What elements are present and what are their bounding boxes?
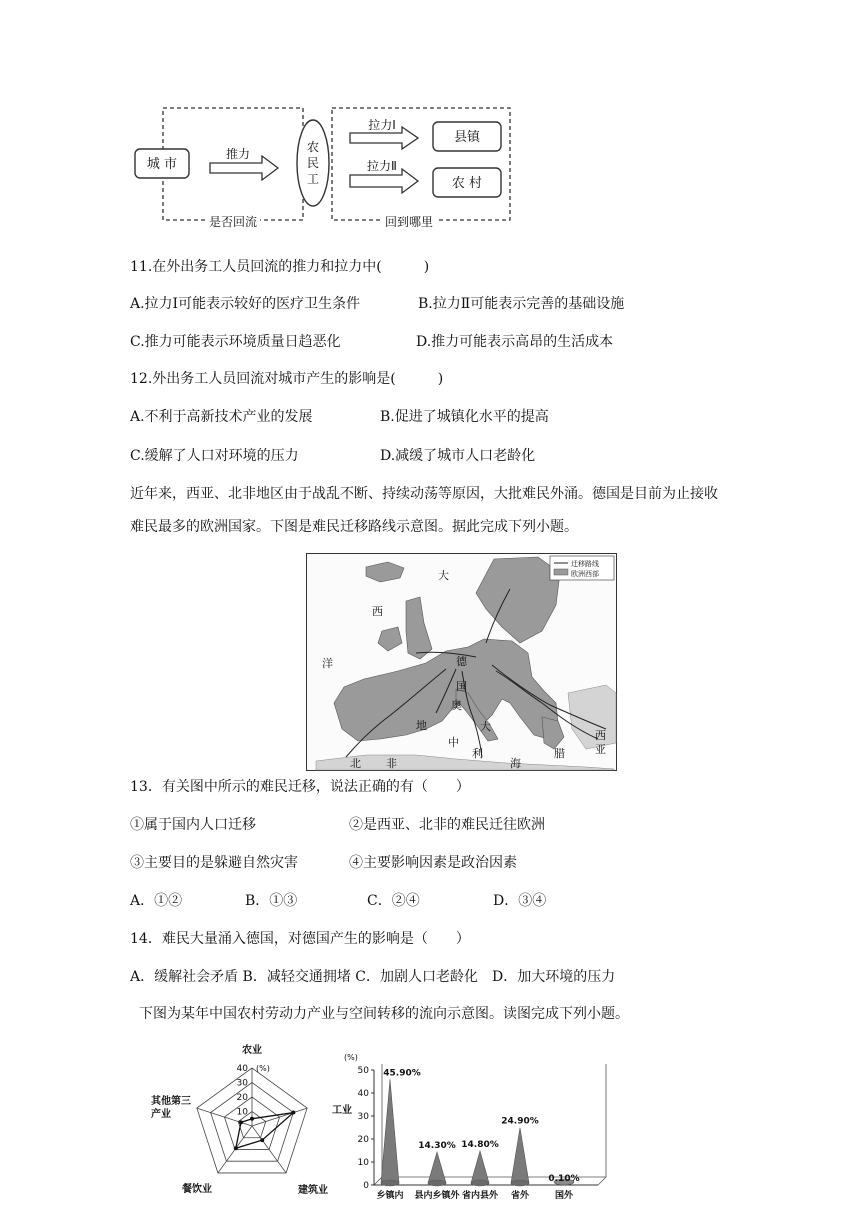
q12-stem: 12.外出务工人员回流对城市产生的影响是( )	[130, 371, 444, 387]
bar-category-label: 县内乡镇外	[414, 1191, 460, 1201]
q13-option-a: A．①②	[130, 893, 183, 909]
q14-options: A．缓解社会矛盾 B．减轻交通拥堵 C．加剧人口老龄化 D．加大环境的压力	[130, 969, 616, 985]
radar-tick-label: 30	[236, 1078, 248, 1089]
radar-category-label: 餐饮业	[182, 1184, 212, 1195]
village-label: 农 村	[451, 176, 483, 191]
bar-category-label: 省内县外	[461, 1191, 499, 1201]
q13-item-2: ②是西亚、北非的难民迁往欧洲	[349, 817, 545, 833]
q12-option-b: B.促进了城镇化水平的提高	[380, 409, 549, 425]
flow-diagram	[130, 100, 520, 235]
q13-item-1: ①属于国内人口迁移	[130, 817, 256, 833]
radar-chart	[148, 1040, 356, 1202]
label-hai: 海	[510, 757, 521, 770]
intro-refugees: 近年来，西亚、北非地区由于战乱不断、持续动荡等原因，大批难民外涌。德国是目前为止接收难民最多的欧洲国家。下图是难民迁移路线示意图。据此完成下列小题。	[130, 486, 718, 535]
q13-item-4: ④主要影响因素是政治因素	[349, 855, 517, 871]
q12-option-d: D.减缓了城市人口老龄化	[380, 448, 536, 464]
label-da: 大	[438, 569, 449, 582]
bar-cone-base	[381, 1180, 399, 1186]
legend-route: 迁移路线	[571, 560, 599, 568]
bar-chart-frame-edge	[598, 1177, 606, 1185]
label-di: 地	[416, 719, 427, 732]
label-ao: 奥	[451, 699, 462, 712]
radar-point	[260, 1138, 264, 1142]
county-label: 县镇	[453, 130, 481, 145]
label-da2: 大	[480, 720, 491, 733]
label-bei: 北	[350, 757, 361, 770]
bar-value-label: 45.90%	[383, 1068, 421, 1079]
legend-western-europe: 欧洲西部	[571, 570, 599, 578]
city-label: 城 市	[146, 157, 178, 172]
radar-unit: (%)	[256, 1064, 270, 1073]
bar-y-tick-label: 20	[357, 1135, 369, 1145]
radar-point	[239, 1120, 243, 1124]
refugee-map	[306, 553, 617, 771]
q13-option-b: B．①③	[245, 893, 298, 909]
q14-stem: 14．难民大量涌入德国，对德国产生的影响是（ ）	[130, 931, 470, 947]
bar-y-axis-label: (%)	[344, 1053, 358, 1062]
bar-category-label: 乡镇内	[376, 1191, 404, 1201]
bar-value-label: 24.90%	[501, 1116, 539, 1127]
bar-cone	[471, 1151, 489, 1183]
radar-tick-label: 10	[236, 1107, 248, 1118]
right-caption: 回到哪里	[384, 215, 434, 229]
label-xi2: 西	[595, 729, 606, 742]
radar-point	[234, 1146, 238, 1150]
radar-category-label: 其他第三	[151, 1096, 191, 1107]
pull1-label: 拉力Ⅰ	[368, 118, 396, 132]
bar-value-label: 14.80%	[461, 1139, 499, 1150]
worker-char-1: 农	[306, 140, 320, 154]
q11-stem: 11.在外出务工人员回流的推力和拉力中( )	[130, 259, 430, 275]
label-de: 德	[456, 655, 467, 668]
q12-option-a: A.不利于高新技术产业的发展	[130, 409, 313, 425]
label-li: 利	[472, 747, 483, 760]
bar-y-tick-label: 10	[357, 1158, 369, 1168]
q11-option-c: C.推力可能表示环境质量日趋恶化	[130, 334, 341, 350]
bar-cone-base	[428, 1180, 446, 1186]
radar-category-label: 农业	[242, 1045, 262, 1056]
bar-value-label: 14.30%	[418, 1141, 456, 1152]
radar-category-label: 工业	[332, 1105, 352, 1116]
label-xi: 西	[372, 605, 383, 618]
bar-cone-base	[471, 1180, 489, 1186]
radar-tick-label: 40	[236, 1064, 248, 1074]
q11-option-d: D.推力可能表示高昂的生活成本	[416, 334, 614, 350]
q13-option-c: C．②④	[367, 893, 420, 909]
left-caption: 是否回流	[208, 215, 258, 229]
q12-option-c: C.缓解了人口对环境的压力	[130, 448, 299, 464]
q11-option-b: B.拉力Ⅱ可能表示完善的基础设施	[418, 296, 625, 312]
radar-category-label: 产业	[151, 1109, 171, 1120]
intro-labor: 下图为某年中国农村劳动力产业与空间转移的流向示意图。读图完成下列小题。	[139, 1006, 629, 1022]
worker-char-2: 民	[306, 156, 320, 170]
worker-char-3: 工	[306, 172, 320, 186]
bar-value-label: 0.10%	[548, 1173, 580, 1184]
bar-y-tick-label: 40	[357, 1089, 369, 1099]
q11-option-a: A.拉力Ⅰ可能表示较好的医疗卫生条件	[130, 296, 361, 312]
label-la: 腊	[554, 747, 565, 760]
bar-category-label: 国外	[554, 1191, 574, 1201]
bar-y-tick-label: 30	[357, 1112, 369, 1122]
bar-cone	[381, 1079, 399, 1183]
label-zhong: 中	[448, 736, 459, 749]
radar-point	[291, 1111, 295, 1115]
radar-category-label: 建筑业	[298, 1185, 328, 1196]
bar-cone-base	[511, 1180, 529, 1186]
q13-stem: 13．有关图中所示的难民迁移，说法正确的有（ ）	[130, 779, 470, 795]
pull2-label: 拉力Ⅱ	[367, 159, 397, 173]
transfer-bar-chart	[338, 1052, 610, 1202]
push-label: 推力	[225, 147, 251, 161]
bar-cone	[428, 1152, 446, 1183]
label-ya: 亚	[595, 743, 606, 756]
bar-y-tick-label: 0	[363, 1181, 369, 1191]
bar-chart-frame	[374, 1064, 606, 1185]
bar-category-label: 省外	[510, 1191, 530, 1201]
radar-point	[250, 1117, 254, 1121]
bar-cone	[511, 1128, 529, 1183]
label-guo: 国	[456, 680, 467, 693]
q13-option-d: D．③④	[493, 893, 547, 909]
label-fei: 非	[386, 757, 397, 770]
radar-tick-label: 20	[236, 1093, 248, 1103]
q13-item-3: ③主要目的是躲避自然灾害	[130, 855, 298, 871]
label-yang: 洋	[322, 657, 333, 670]
bar-y-tick-label: 50	[357, 1066, 369, 1076]
